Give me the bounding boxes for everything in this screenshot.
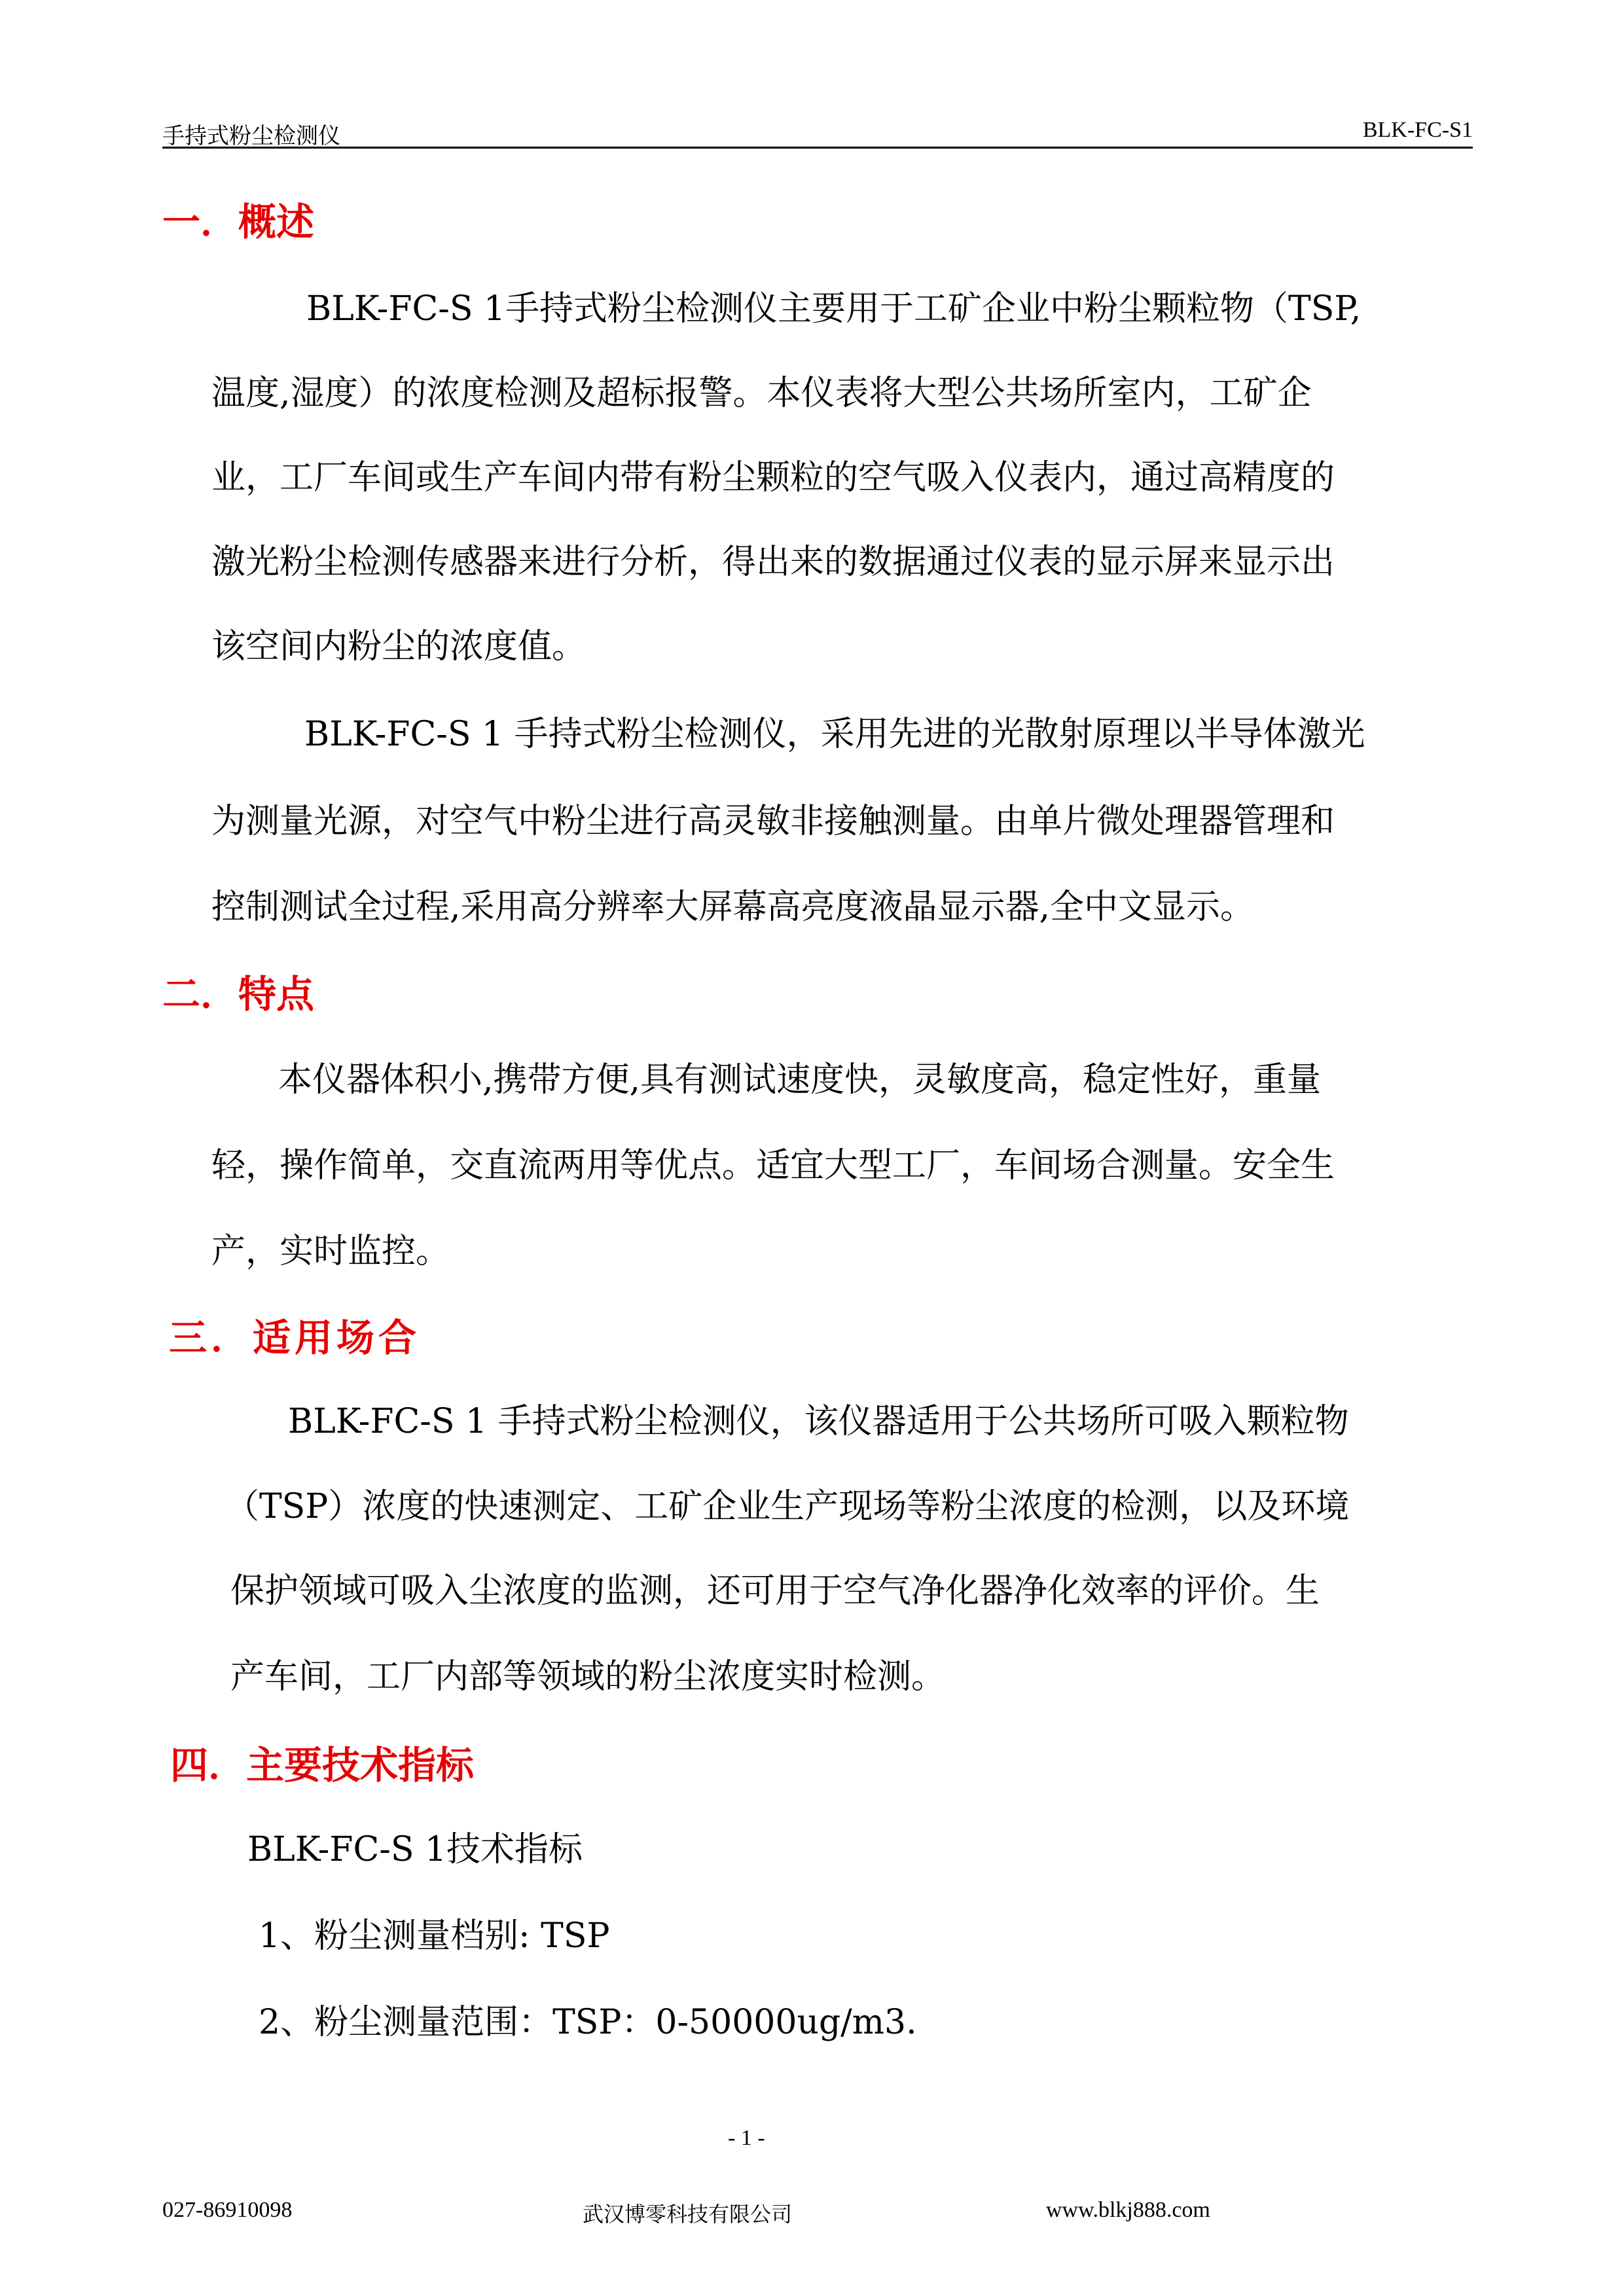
- paragraph-line: 本仪器体积小,携带方便,具有测试速度快，灵敏度高，稳定性好，重量: [278, 1060, 1322, 1100]
- paragraph-line: BLK-FC-S 1 手持式粉尘检测仪，该仪器适用于公共场所可吸入颗粒物: [288, 1402, 1349, 1441]
- footer-website: www.blkj888.com: [1046, 2198, 1210, 2222]
- specs-subtitle: BLK-FC-S 1技术指标: [247, 1830, 583, 1869]
- paragraph-line: BLK-FC-S 1手持式粉尘检测仪主要用于工矿企业中粉尘颗粒物（TSP,: [306, 289, 1362, 329]
- paragraph-line: 产，实时监控。: [211, 1232, 450, 1271]
- paragraph-line: BLK-FC-S 1 手持式粉尘检测仪，采用先进的光散射原理以半导体激光: [304, 715, 1365, 754]
- page-number: - 1 -: [728, 2126, 765, 2150]
- paragraph-line: （TSP）浓度的快速测定、工矿企业生产现场等粉尘浓度的检测，以及环境: [225, 1487, 1350, 1526]
- paragraph-line: 为测量光源，对空气中粉尘进行高灵敏非接触测量。由单片微处理器管理和: [211, 802, 1335, 841]
- section-title-overview: 一．概述: [162, 200, 315, 244]
- paragraph-line: 温度,湿度）的浓度检测及超标报警。本仪表将大型公共场所室内，工矿企: [211, 374, 1312, 413]
- header-title: 手持式粉尘检测仪: [162, 124, 340, 149]
- spec-item: 1、粉尘测量档别: TSP: [259, 1916, 610, 1956]
- section-title-specs: 四．主要技术指标: [170, 1743, 475, 1787]
- paragraph-line: 激光粉尘检测传感器来进行分析，得出来的数据通过仪表的显示屏来显示出: [211, 543, 1335, 582]
- page-header: [162, 115, 1473, 149]
- paragraph-line: 保护领域可吸入尘浓度的监测，还可用于空气净化器净化效率的评价。生: [230, 1571, 1320, 1611]
- paragraph-line: 轻，操作简单，交直流两用等优点。适宜大型工厂，车间场合测量。安全生: [211, 1146, 1335, 1185]
- paragraph-line: 产车间，工厂内部等领域的粉尘浓度实时检测。: [230, 1657, 946, 1696]
- section-title-applications: 三．适用场合: [169, 1316, 421, 1360]
- section-title-features: 二．特点: [162, 972, 315, 1016]
- footer-phone: 027-86910098: [162, 2198, 293, 2222]
- spec-item: 2、粉尘测量范围：TSP：0-50000ug/m3.: [259, 2003, 917, 2042]
- paragraph-line: 控制测试全过程,采用高分辨率大屏幕高亮度液晶显示器,全中文显示。: [211, 888, 1255, 927]
- header-model: BLK-FC-S1: [1362, 118, 1473, 142]
- paragraph-line: 该空间内粉尘的浓度值。: [211, 627, 586, 666]
- paragraph-line: 业，工厂车间或生产车间内带有粉尘颗粒的空气吸入仪表内，通过高精度的: [211, 458, 1335, 497]
- footer-company: 武汉博零科技有限公司: [583, 2202, 793, 2227]
